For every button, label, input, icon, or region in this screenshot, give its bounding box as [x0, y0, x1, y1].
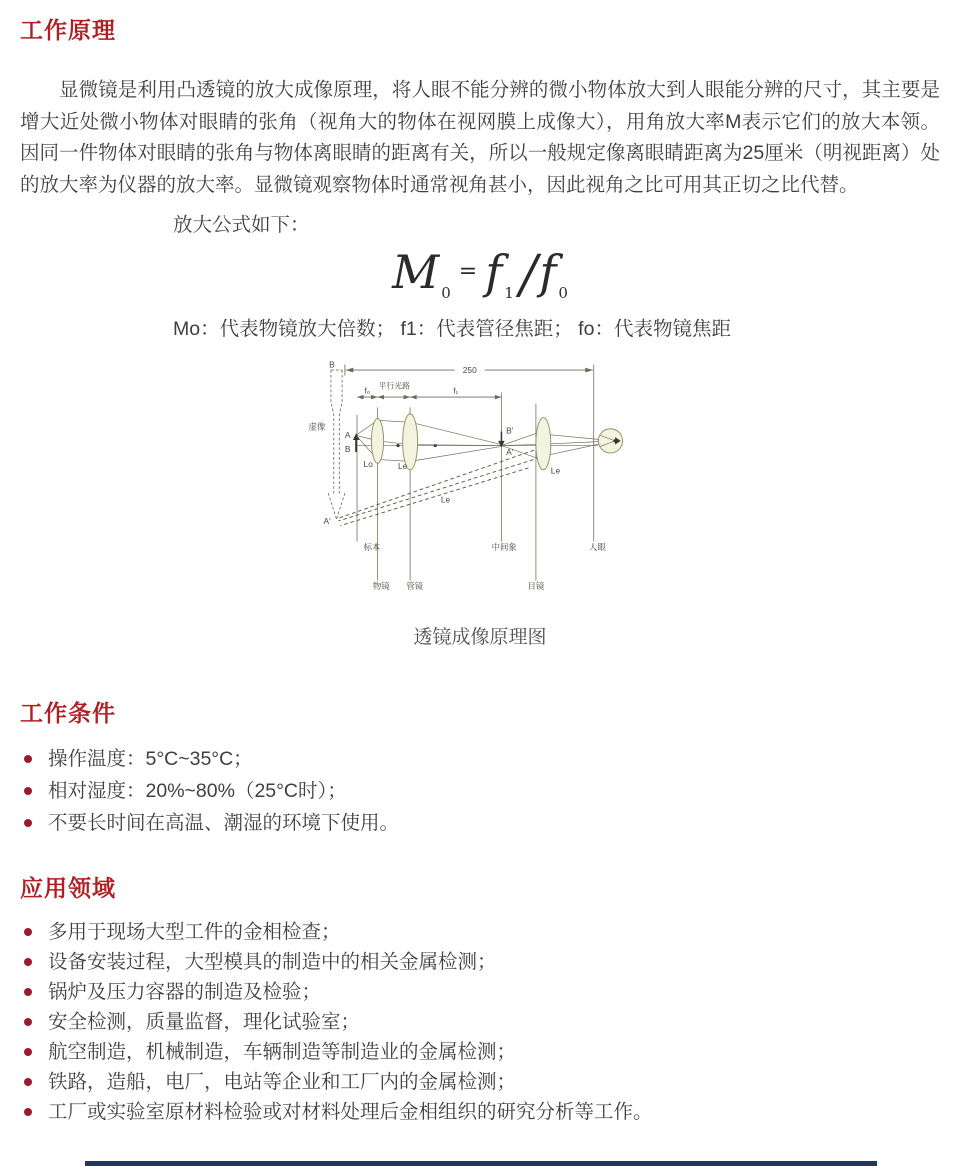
application-item	[20, 1071, 940, 1093]
label-a-prime-bottom: A′	[323, 515, 331, 526]
label-human-eye: 人眼	[589, 541, 606, 552]
formula-f1: f	[485, 245, 503, 299]
lens-imaging-diagram-svg	[303, 355, 657, 605]
application-item	[20, 1041, 940, 1063]
eye-icon	[598, 429, 622, 453]
label-eyepiece: 目镜	[527, 580, 545, 591]
formula-intro: 放大公式如下：	[173, 214, 310, 236]
application-item	[20, 981, 940, 1003]
bullet-icon	[24, 1048, 32, 1056]
bullet-icon	[24, 958, 32, 966]
label-virtual-image: 虚像	[308, 421, 326, 432]
application-text: 航空制造，机械制造，车辆制造等制造业的金属检测；	[48, 1041, 517, 1063]
application-text: 多用于现场大型工件的金相检查；	[48, 921, 341, 943]
formula-f0: f	[539, 245, 557, 299]
application-text: 铁路，造船，电厂，电站等企业和工厂内的金属检测；	[48, 1071, 517, 1093]
next-section-divider-bar	[85, 1161, 877, 1166]
heading-application-fields: 应用领域	[20, 875, 116, 901]
application-item	[20, 1101, 940, 1123]
formula-equals: =	[458, 259, 478, 284]
label-f0: f₀	[364, 386, 371, 396]
conditions-list	[20, 748, 940, 834]
application-text: 锅炉及压力容器的制造及检验；	[48, 981, 322, 1003]
lens-imaging-diagram	[20, 355, 940, 610]
formula-slash: /	[519, 245, 538, 305]
formula-M-sub: 0	[441, 284, 451, 302]
condition-item	[20, 780, 940, 802]
principle-paragraph: 显微镜是利用凸透镜的放大成像原理，将人眼不能分辨的微小物体放大到人眼能分辨的尺寸，其主要是增大近处微小物体对眼睛的张角（视角大的物体在视网膜上成像大），用角放大率M表示它们的放大本领。因同一件物体对眼睛的张角与物体离眼睛的距离有关，所以一般规定像离眼睛距离为25厘米（明视距离）处的放大率为仪器的放大率。显微镜观察物体时通常视角甚小，因此视角之比可用其正切之比代替。	[20, 79, 940, 196]
light-rays	[356, 420, 614, 461]
eyepiece-lens-icon	[536, 418, 551, 470]
heading-working-conditions: 工作条件	[20, 700, 116, 726]
bullet-icon	[24, 928, 32, 936]
formula-f0-sub: 0	[558, 284, 568, 302]
magnification-formula	[20, 237, 940, 307]
condition-text: 不要长时间在高温、潮湿的环境下使用。	[48, 812, 400, 834]
formula-f1-sub: 1	[504, 284, 514, 302]
condition-item	[20, 812, 940, 834]
application-text: 设备安装过程，大型模具的制造中的相关金属检测；	[48, 951, 497, 973]
label-b-prime: B′	[506, 425, 514, 436]
label-b-top: B	[329, 359, 335, 370]
condition-text: 相对湿度：20%~80%（25°C时）；	[48, 780, 347, 802]
label-b: B	[344, 444, 351, 455]
application-item	[20, 1011, 940, 1033]
label-f1: f₁	[453, 386, 459, 396]
label-le-mid: Le	[440, 494, 451, 505]
application-item	[20, 951, 940, 973]
diagram-caption: 透镜成像原理图	[413, 627, 547, 648]
virtual-image-arrow	[328, 370, 345, 519]
label-tube-lens: 管镜	[406, 580, 424, 591]
formula-M: M	[392, 245, 440, 299]
bullet-icon	[24, 1018, 32, 1026]
label-lo: Lo	[363, 458, 373, 469]
bullet-icon	[24, 787, 32, 795]
formula-legend: Mo：代表物镜放大倍数； f1：代表管径焦距； fo：代表物镜焦距	[173, 318, 731, 340]
objective-lens-icon	[371, 419, 383, 464]
label-objective: 物镜	[372, 580, 390, 591]
applications-list	[20, 921, 940, 1123]
section-working-conditions	[20, 695, 940, 834]
application-text: 工厂或实验室原材料检验或对材料处理后金相组织的研究分析等工作。	[48, 1101, 653, 1123]
dimension-250	[345, 364, 593, 375]
heading-working-principle: 工作原理	[20, 17, 116, 43]
label-intermediate-image: 中间象	[491, 541, 517, 552]
label-a: A	[344, 430, 351, 441]
label-le-tube: Le	[398, 460, 408, 471]
bullet-icon	[24, 1078, 32, 1086]
label-a-prime: A′	[506, 446, 514, 457]
condition-text: 操作温度：5°C~35°C；	[48, 748, 253, 770]
section-application-fields	[20, 870, 940, 1123]
label-specimen: 标本	[363, 541, 381, 552]
bullet-icon	[24, 988, 32, 996]
bullet-icon	[24, 755, 32, 763]
bullet-icon	[24, 819, 32, 827]
condition-item	[20, 748, 940, 770]
dim-250-label: 250	[462, 364, 477, 375]
bullet-icon	[24, 1108, 32, 1116]
application-text: 安全检测，质量监督，理化试验室；	[48, 1011, 361, 1033]
label-le-eyepiece: Le	[550, 465, 561, 476]
focal-dimensions	[357, 381, 501, 400]
label-parallel-path: 平行光路	[378, 381, 411, 391]
application-item	[20, 921, 940, 943]
